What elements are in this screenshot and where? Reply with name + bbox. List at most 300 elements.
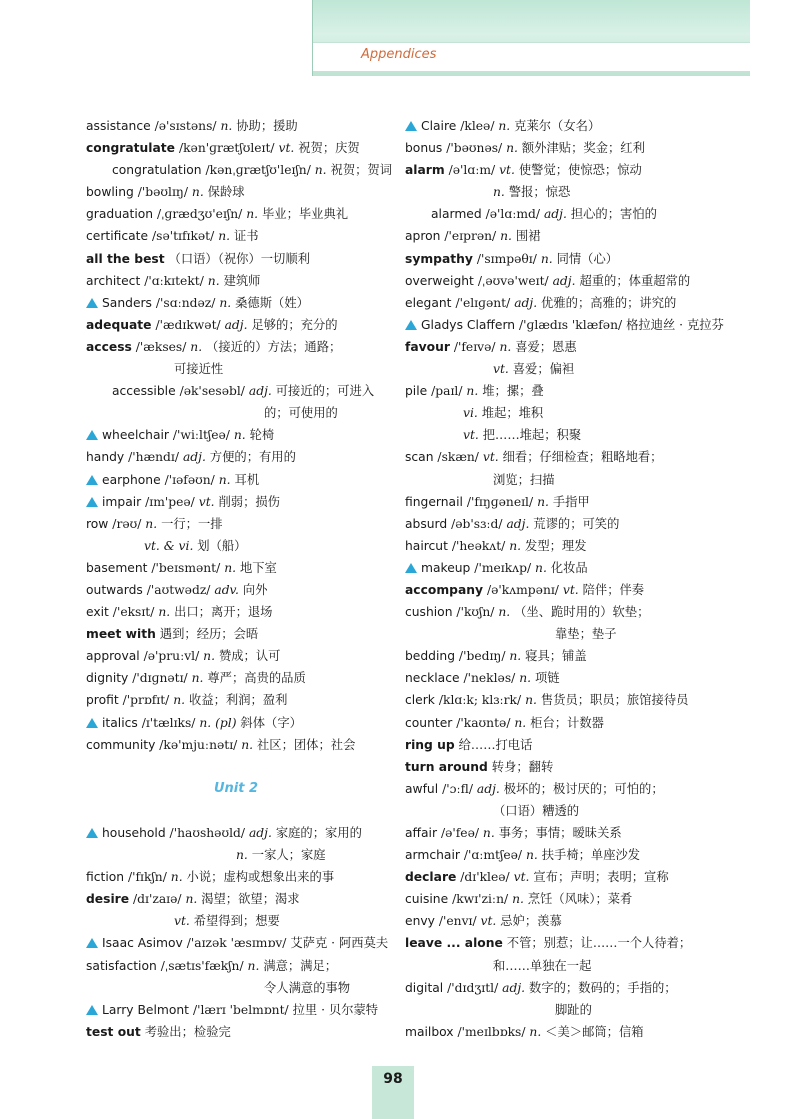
definition: 家庭的；家用的 [275,826,362,840]
definition: 额外津贴；奖金；红利 [521,141,645,156]
phonetic: /'ɔːfl/ [442,781,473,796]
page-number-box [372,1066,414,1119]
definition: 警报；惊恐 [508,185,571,200]
phonetic: /'sɪmpəθɪ/ [476,251,537,266]
phonetic: /klɑːk; klɜːrk/ [438,693,522,708]
glossary-entry [86,535,386,557]
part-of-speech: n. [241,737,254,752]
part-of-speech: vt. [174,914,190,929]
part-of-speech: n. [158,605,171,620]
right-column [405,115,740,1043]
definition: 数字的；数码的；手指的； [529,980,677,995]
headword: makeup [421,560,471,575]
definition: 一行；一排 [161,516,223,531]
definition: 建筑师 [223,273,261,288]
phonetic: /'kaʊntə/ [456,715,511,730]
headword: Sanders [102,295,152,310]
triangle-icon [405,320,417,330]
phonetic: /'ɪəfəʊn/ [164,472,215,487]
headword: leave ... alone [405,936,503,951]
phonetic: /'bedɪŋ/ [458,649,506,664]
glossary-entry [86,292,386,314]
definition: 极坏的；极讨厌的；可怕的； [503,781,664,796]
phonetic: /'lærɪ 'belmɒnt/ [192,1002,289,1017]
definition: 发型；理发 [525,538,587,553]
part-of-speech: vt. [493,362,509,377]
part-of-speech: n. [498,119,511,133]
glossary-entry [86,358,386,380]
glossary-entry [405,734,740,756]
phonetic: /'ɡlædɪs 'klæfən/ [519,317,623,332]
triangle-icon [86,298,98,308]
headword: bowling [86,185,134,200]
definition: 耳机 [234,472,260,487]
part-of-speech: n. [247,958,260,973]
headword: access [86,339,132,354]
headword: haircut [405,538,448,553]
definition: 满意；满足； [263,958,338,973]
phonetic: /'fɪŋɡəneɪl/ [466,494,534,509]
part-of-speech: n. [506,141,518,156]
glossary-entry [86,910,386,932]
definition: 毕业；毕业典礼 [261,207,349,222]
definition: 桑德斯（姓） [235,295,309,310]
headword: fiction [86,870,125,885]
glossary-entry [86,734,386,756]
phonetic: /kleə/ [460,119,495,133]
definition: 考验出；检验完 [144,1024,231,1039]
headword: satisfaction [86,958,157,973]
glossary-entry [86,579,386,601]
glossary-entry [405,469,740,491]
headword: counter [405,715,453,730]
headword: approval [86,649,140,664]
part-of-speech: vt. [198,494,215,509]
headword: overweight [405,273,474,288]
headword: household [102,826,166,840]
headword: necklace [405,671,460,686]
glossary-entry [86,955,386,977]
glossary-entry [86,932,389,954]
part-of-speech: vt. [562,582,579,597]
triangle-icon [405,121,417,131]
part-of-speech: vt. & vi. [144,538,194,553]
headword: elegant [405,295,452,310]
part-of-speech: adj. [552,273,576,288]
headword: turn around [405,759,488,774]
part-of-speech: adj. [514,295,538,310]
definition: 足够的；充分的 [251,317,338,332]
definition: 使警觉；使惊恐；惊动 [518,163,642,178]
glossary-entry [405,115,740,137]
part-of-speech: adj. [224,317,248,332]
definition: 脚趾的 [555,1002,592,1017]
definition: 艾萨克 · 阿西莫夫 [290,936,389,951]
phonetic: /dɪ'kleə/ [460,870,510,885]
headword: favour [405,339,450,354]
part-of-speech: n. [220,119,233,133]
glossary-entry [405,248,740,270]
definition: 证书 [233,229,259,244]
definition: 社区；团体；社会 [256,737,356,752]
headword: outwards [86,582,143,597]
part-of-speech: vt. [278,141,295,156]
glossary-entry [405,402,740,424]
glossary-entry [405,778,740,800]
phonetic: /'hændɪ/ [128,450,180,465]
headword: impair [102,494,142,509]
part-of-speech: vt. [499,163,515,178]
phonetic: /'nekləs/ [463,671,516,686]
glossary-entry [86,491,386,513]
glossary-entry [405,712,740,734]
glossary-entry [405,756,740,778]
headword: absurd [405,516,448,531]
glossary-entry [405,955,740,977]
phonetic: /'meɪlbɒks/ [457,1024,526,1039]
part-of-speech: n. [224,560,237,575]
glossary-entry [86,667,386,689]
phonetic: /skæn/ [437,450,479,465]
part-of-speech: n. [314,163,327,178]
part-of-speech: n. [512,892,524,907]
phonetic: /'haʊshəʊld/ [169,826,246,840]
definition: 寝具；铺盖 [525,649,587,664]
part-of-speech: n. [509,538,522,553]
spacer [86,800,386,822]
phonetic: /ˌəʊvə'weɪt/ [477,273,549,288]
part-of-speech: n. [509,649,522,664]
part-of-speech: n. [191,185,204,200]
phonetic: /ə'pruːvl/ [143,649,200,664]
glossary-entry [405,999,740,1021]
phonetic: /sə'tɪfɪkət/ [151,229,215,244]
glossary-entry [405,888,740,910]
definition: 祝贺；庆贺 [298,141,360,156]
definition: 可接近的；可进入 [275,384,375,399]
part-of-speech: n. [207,273,220,288]
definition: 收益；利润；盈利 [189,693,288,708]
part-of-speech: n. [500,229,512,244]
headword: sympathy [405,251,473,266]
glossary-entry [86,557,386,579]
phonetic: /əb'sɜːd/ [451,516,503,531]
definition: 堆；摞；叠 [482,384,544,399]
part-of-speech: adj. [248,826,272,840]
headword: apron [405,229,441,244]
phonetic: /dɪ'zaɪə/ [133,892,182,907]
phonetic: /kənˌɡrætʃʊ'leɪʃn/ [205,163,311,178]
definition: 希望得到；想要 [193,914,280,929]
headword: desire [86,892,130,907]
headword: meet with [86,627,156,642]
headword: community [86,737,156,752]
phonetic: /'prɒfɪt/ [122,693,170,708]
glossary-entry [86,623,386,645]
headword: declare [405,870,457,885]
definition: 靠垫；垫子 [555,627,617,642]
headword: ring up [405,737,455,752]
part-of-speech: n. [482,826,495,840]
phonetic: /'bəʊlɪŋ/ [137,185,188,200]
part-of-speech: n. [466,384,479,399]
glossary-entry [405,645,740,667]
definition: 赞成；认可 [218,649,281,664]
glossary-entry [405,623,740,645]
definition: 出口；离开；退场 [174,605,273,620]
glossary-entry [86,712,386,734]
glossary-entry [405,800,740,822]
page-number: 98 [383,1071,403,1087]
definition: 售货员；职员；旅馆接待员 [540,693,689,708]
glossary-entry [86,999,386,1021]
definition: 同情（心） [556,251,619,266]
definition: 格拉迪丝 · 克拉芬 [626,317,724,332]
definition: 渴望；欲望；渴求 [201,892,300,907]
glossary-entry [405,579,740,601]
headword: profit [86,693,119,708]
glossary-entry [405,689,740,711]
glossary-entry [86,513,386,535]
headword: bedding [405,649,455,664]
definition: 把……堆起；积聚 [482,428,582,443]
glossary-entry [86,645,386,667]
definition: 扶手椅；单座沙发 [541,848,641,863]
glossary-entry [405,270,740,292]
phonetic: /'fɪkʃn/ [127,870,167,885]
part-of-speech: n. [537,494,549,509]
glossary-entry [86,181,386,203]
definition: （口语）（祝你）一切顺利 [168,251,310,266]
phonetic: /ə'lɑːm/ [448,163,496,178]
glossary-entry [405,225,740,247]
phonetic: /ə'kʌmpənɪ/ [486,582,559,597]
phonetic: /'elɪɡənt/ [455,295,511,310]
headword: mailbox [405,1024,454,1039]
glossary-entry [405,535,740,557]
definition: 削弱；损伤 [218,494,280,509]
part-of-speech: n. [525,693,537,708]
headword: affair [405,826,438,840]
definition: （接近的）方法；通路； [206,339,342,354]
definition: 小说；虚构或想象出来的事 [186,870,335,885]
phonetic: /'feɪvə/ [453,339,496,354]
part-of-speech: n. [493,185,505,200]
definition: 超重的；体重超常的 [579,273,691,288]
definition: 不管；别惹；让……一个人待着； [506,936,692,951]
glossary-entry [405,292,740,314]
definition: 喜爱；恩惠 [515,339,577,354]
headword: basement [86,560,148,575]
definition: 柜台；计数器 [530,715,604,730]
glossary-entry [405,358,740,380]
glossary-entry [405,1021,740,1043]
definition: 克莱尔（女名） [514,119,601,133]
definition: 宣布；声明；表明；宣称 [533,870,669,885]
glossary-entry [86,888,386,910]
headword: exit [86,605,109,620]
definition: 堆起；堆积 [481,406,544,421]
glossary-entry [405,667,740,689]
part-of-speech: n. [246,207,259,222]
glossary-entry [86,689,386,711]
glossary-entry [405,932,740,954]
part-of-speech: vi. [463,406,478,421]
definition: 化妆品 [550,560,588,575]
headword: pile [405,384,428,399]
headword: accessible [112,384,176,399]
headword: assistance [86,119,151,133]
phonetic: /'heəkʌt/ [451,538,506,553]
headword: graduation [86,207,154,222]
phonetic: /ˌsætɪs'fækʃn/ [160,958,244,973]
definition: 令人满意的事物 [264,980,351,995]
part-of-speech: n. [498,605,511,620]
headword: adequate [86,317,152,332]
headword: armchair [405,848,460,863]
phonetic: /'ædɪkwət/ [155,317,221,332]
glossary-entry [86,336,386,358]
definition: 围裙 [515,229,541,244]
definition: 事务；事情；暧昧关系 [498,826,622,840]
triangle-icon [86,1005,98,1015]
triangle-icon [86,828,98,838]
triangle-icon [86,938,98,948]
glossary-entry [405,866,740,888]
glossary-entry [86,402,386,424]
glossary-entry [405,822,740,844]
part-of-speech: n. [191,671,204,686]
part-of-speech: n. [236,848,248,863]
part-of-speech: n. [218,472,231,487]
part-of-speech: adv. [214,582,239,597]
glossary-entry [405,424,740,446]
headword: handy [86,450,125,465]
part-of-speech: adj. [182,450,206,465]
definition: 遇到；经历；会晤 [159,627,259,642]
phonetic: /ə'feə/ [440,826,479,840]
definition: 荒谬的；可笑的 [533,516,620,531]
phonetic: /paɪl/ [431,384,463,399]
part-of-speech: vt. [482,450,499,465]
glossary-entry [86,866,386,888]
glossary-entry [86,225,386,247]
glossary-entry [86,977,386,999]
headword: congratulation [112,163,202,178]
definition: 给……打电话 [458,737,533,752]
glossary-entry [405,977,740,999]
part-of-speech: n. [514,715,527,730]
definition: 细看；仔细检查；粗略地看； [502,450,663,465]
phonetic: /ə'lɑːmd/ [485,207,541,222]
definition: 喜爱；偏袒 [512,362,575,377]
part-of-speech: n. [219,295,232,310]
headword: alarmed [431,207,482,222]
glossary-entry [86,844,386,866]
part-of-speech: vt. [513,870,530,885]
definition: 祝贺；贺词 [330,163,393,178]
definition: 转身；翻转 [491,759,554,774]
glossary-entry [86,822,386,844]
glossary-entry [405,380,740,402]
headword: Larry Belmont [102,1002,190,1017]
headword: all the best [86,251,165,266]
glossary-entry [405,491,740,513]
part-of-speech: n. [203,649,216,664]
part-of-speech: n. [190,339,203,354]
definition: 向外 [242,582,268,597]
phonetic: /'wiːltʃeə/ [172,428,230,443]
section-title: Appendices [361,47,437,62]
phonetic: /'aɪzək 'æsɪmɒv/ [186,936,287,951]
definition: 手指甲 [552,494,590,509]
phonetic: /'envɪ/ [438,914,477,929]
phonetic: /kwɪ'ziːn/ [452,892,509,907]
triangle-icon [86,497,98,507]
glossary-entry [86,446,386,468]
headword: certificate [86,229,149,244]
header-banner [312,0,750,76]
glossary-entry [405,137,740,159]
glossary-entry [405,557,740,579]
glossary-entry [405,203,740,225]
glossary-entry [86,1021,386,1043]
headword: Gladys Claffern [421,317,516,332]
phonetic: /'kʊʃn/ [456,605,495,620]
headword: clerk [405,693,435,708]
phonetic: /ˌɡrædʒʊ'eɪʃn/ [157,207,243,222]
definition: 忌妒；羡慕 [500,914,562,929]
definition: 地下室 [239,560,277,575]
definition: 可接近性 [174,362,224,377]
glossary-entry [86,248,386,270]
definition: 协助；援助 [236,119,298,133]
headword: scan [405,450,434,465]
glossary-entry [86,115,386,137]
definition: 方便的；有用的 [209,450,296,465]
part-of-speech: vt. [463,428,479,443]
headword: wheelchair [102,428,169,443]
glossary-entry [405,844,740,866]
glossary-entry [86,380,386,402]
part-of-speech: n. [173,693,186,708]
part-of-speech: adj. [248,384,272,399]
glossary-entry [405,314,740,336]
part-of-speech: n. [535,560,547,575]
headword: accompany [405,582,484,597]
glossary-entry [86,469,386,491]
glossary-entry [86,203,386,225]
glossary-entry [405,446,740,468]
headword: digital [405,980,444,995]
phonetic: /kən'ɡrætʃʊleɪt/ [178,141,275,156]
phonetic: /'dɪɡnətɪ/ [132,671,188,686]
headword: congratulate [86,141,176,156]
triangle-icon [86,430,98,440]
glossary-entry [86,601,386,623]
glossary-entry [86,424,386,446]
phonetic: /rəʊ/ [112,516,142,531]
part-of-speech: adj. [502,980,526,995]
glossary-entry [405,601,740,623]
part-of-speech: vt. [480,914,497,929]
triangle-icon [405,563,417,573]
definition: 优雅的；高雅的；讲究的 [541,295,677,310]
phonetic: /'dɪdʒɪtl/ [447,980,499,995]
phonetic: /kə'mjuːnətɪ/ [159,737,238,752]
phonetic: /'eksɪt/ [112,605,155,620]
phonetic: /ək'sesəbl/ [179,384,245,399]
